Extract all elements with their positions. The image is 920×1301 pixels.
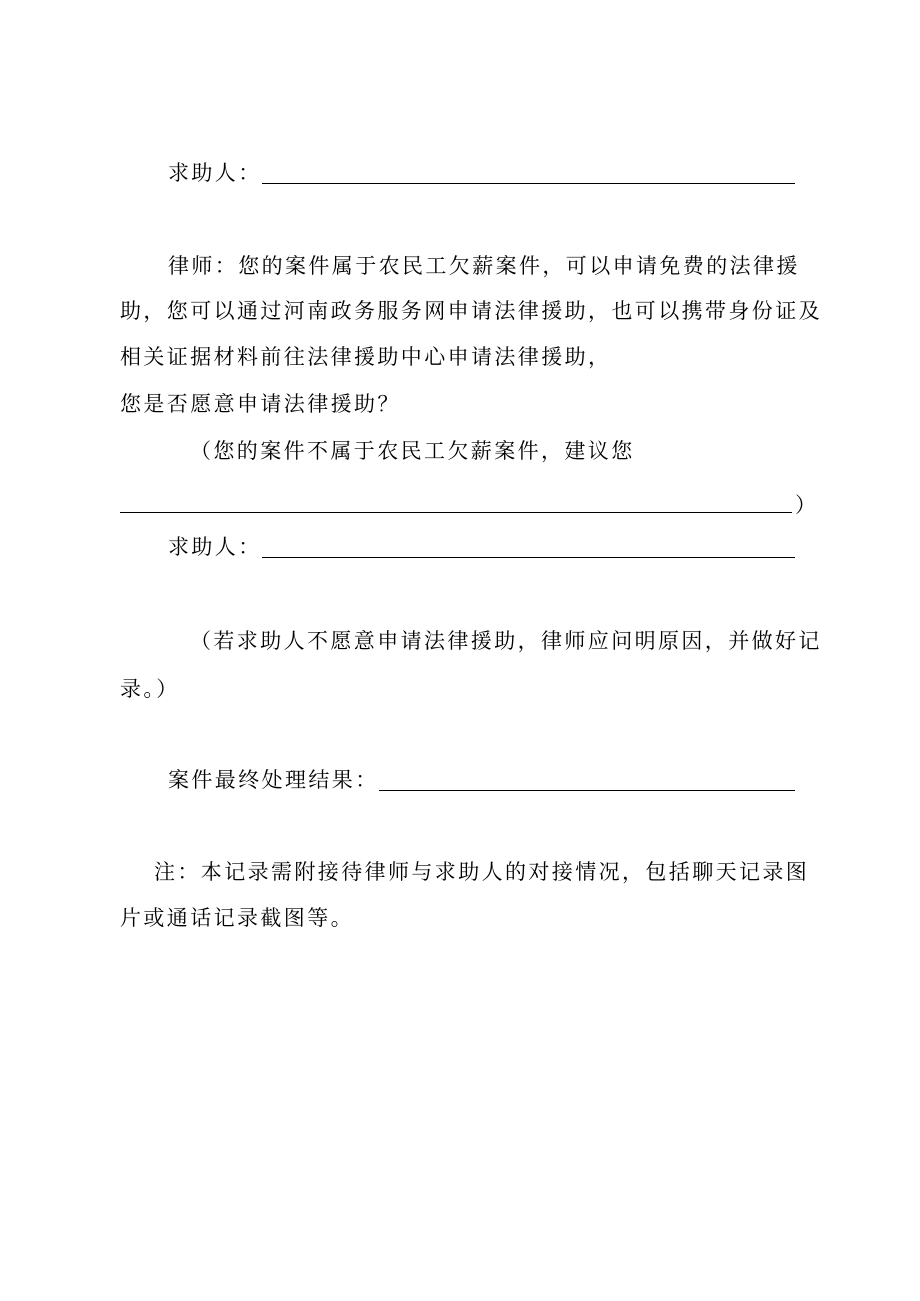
lawyer-statement-line-3: 相关证据材料前往法律援助中心申请法律援助， <box>120 345 612 369</box>
seeker-response-blank-2[interactable] <box>262 537 795 558</box>
final-result-blank[interactable] <box>379 770 795 791</box>
seeker-label-2: 求助人： <box>168 535 262 559</box>
lawyer-statement-line-2: 助，您可以通过河南政务服务网申请法律援助，也可以携带身份证及 <box>120 299 822 323</box>
seeker-response-field-1 <box>168 158 795 188</box>
alternative-advice-line: （您的案件不属于农民工欠薪案件，建议您 <box>190 439 635 463</box>
refusal-note-line-1: （若求助人不愿意申请法律援助，律师应问明原因，并做好记 <box>190 629 822 653</box>
alternative-advice-blank[interactable] <box>120 511 792 513</box>
footnote-line-1: 注：本记录需附接待律师与求助人的对接情况，包括聊天记录图 <box>154 860 810 884</box>
final-result-field <box>168 765 795 795</box>
refusal-note-line-2: 录。） <box>120 677 180 701</box>
lawyer-question-line: 您是否愿意申请法律援助？ <box>120 392 401 416</box>
lawyer-statement-line-1: 律师：您的案件属于农民工欠薪案件，可以申请免费的法律援 <box>168 254 800 278</box>
seeker-label: 求助人： <box>168 161 262 185</box>
footnote-line-2: 片或通话记录截图等。 <box>120 906 354 930</box>
seeker-response-blank-1[interactable] <box>262 163 795 184</box>
seeker-response-field-2 <box>168 532 795 562</box>
final-result-label: 案件最终处理结果： <box>168 768 379 792</box>
alternative-advice-close-paren: ） <box>795 493 816 517</box>
